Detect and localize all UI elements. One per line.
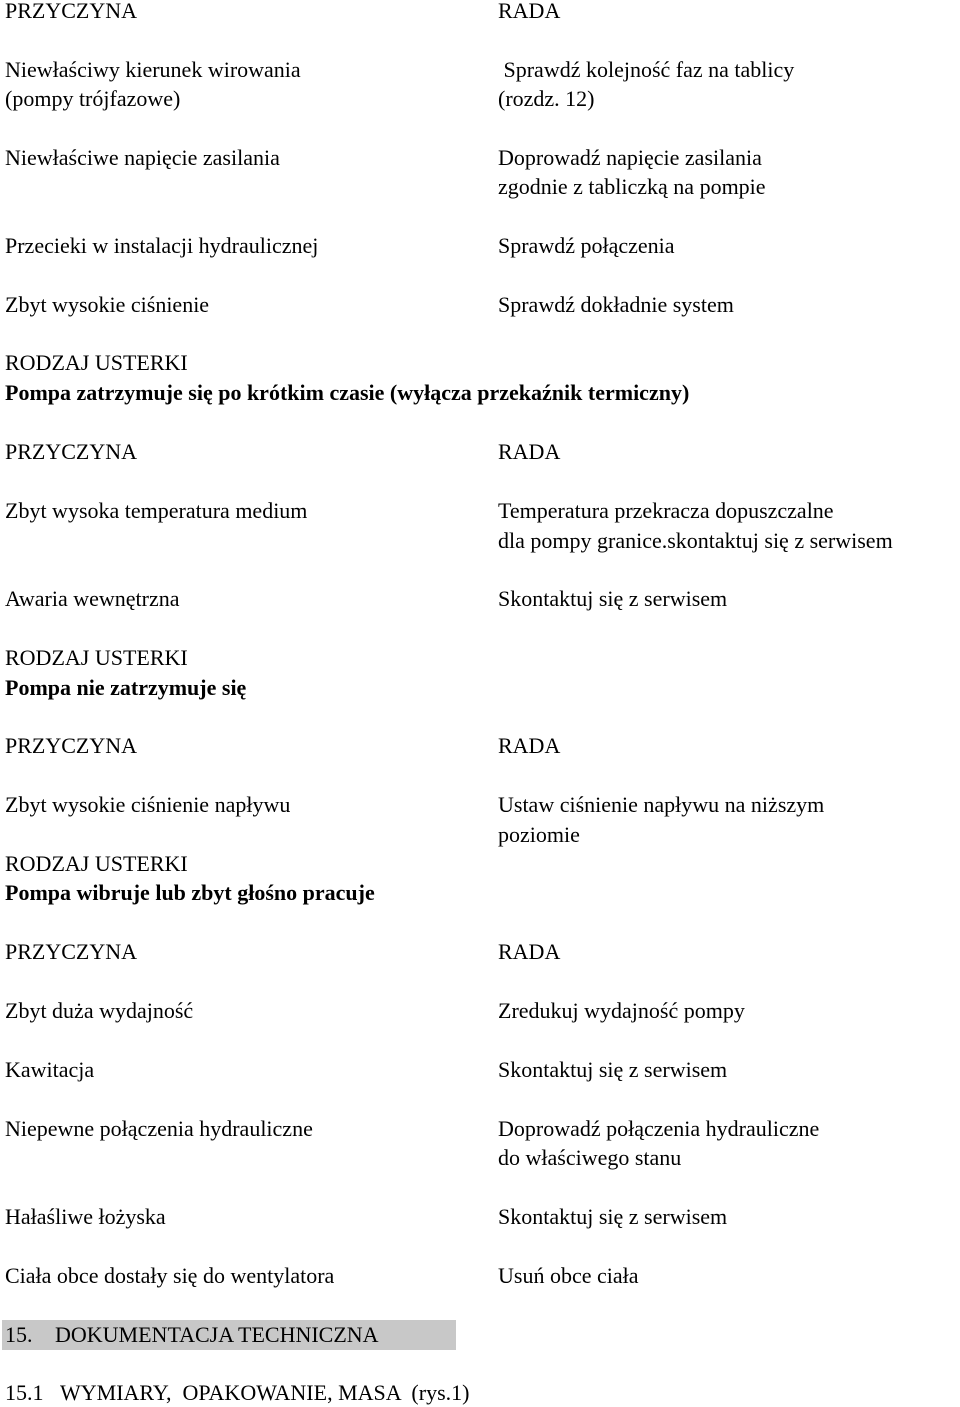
cause-text: Zbyt wysoka temperatura medium [5,498,308,523]
fault-title: Pompa wibruje lub zbyt głośno pracuje [5,880,375,905]
cause-text: Niewłaściwe napięcie zasilania [5,145,280,170]
cause-text: Zbyt wysokie ciśnienie [5,292,210,317]
cause-text: Kawitacja [5,1057,95,1082]
subsection-number: 15.1 [5,1380,44,1405]
cause-text: Awaria wewnętrzna [5,586,180,611]
cause-header: PRZYCZYNA [5,0,138,23]
cause-text: Hałaśliwe łożyska [5,1204,166,1229]
cause-text: (pompy trójfazowe) [5,86,181,111]
advice-text: Sprawdź połączenia [498,233,675,258]
advice-text: Skontaktuj się z serwisem [498,1204,728,1229]
subsection-title: WYMIARY, OPAKOWANIE, MASA (rys.1) [60,1380,470,1405]
cause-text: Niewłaściwy kierunek wirowania [5,57,301,82]
section-title: DOKUMENTACJA TECHNICZNA [55,1322,379,1347]
cause-text: Zbyt duża wydajność [5,998,194,1023]
cause-header: PRZYCZYNA [5,939,138,964]
advice-text: poziomie [498,822,580,847]
cause-text: Ciała obce dostały się do wentylatora [5,1263,335,1288]
cause-header: PRZYCZYNA [5,439,138,464]
advice-header: RADA [498,0,561,23]
advice-text: Ustaw ciśnienie napływu na niższym [498,792,825,817]
cause-header: PRZYCZYNA [5,733,138,758]
advice-header: RADA [498,439,561,464]
cause-text: Zbyt wysokie ciśnienie napływu [5,792,291,817]
advice-text: do właściwego stanu [498,1145,682,1170]
fault-label: RODZAJ USTERKI [5,350,188,375]
advice-text: zgodnie z tabliczką na pompie [498,174,766,199]
advice-text: dla pompy granice.skontaktuj się z serwisem [498,528,893,553]
advice-text: Usuń obce ciała [498,1263,639,1288]
advice-text: Skontaktuj się z serwisem [498,1057,728,1082]
advice-text: Sprawdź kolejność faz na tablicy [498,57,795,82]
advice-text: Doprowadź połączenia hydrauliczne [498,1116,820,1141]
advice-text: Temperatura przekracza dopuszczalne [498,498,834,523]
section-number: 15. [5,1322,33,1347]
cause-text: Przecieki w instalacji hydraulicznej [5,233,319,258]
advice-header: RADA [498,939,561,964]
advice-text: Zredukuj wydajność pompy [498,998,745,1023]
fault-title: Pompa zatrzymuje się po krótkim czasie (wyłącza przekaźnik termiczny) [5,380,690,405]
advice-text: Doprowadź napięcie zasilania [498,145,762,170]
advice-text: Skontaktuj się z serwisem [498,586,728,611]
advice-text: (rozdz. 12) [498,86,595,111]
fault-title: Pompa nie zatrzymuje się [5,675,247,700]
cause-text: Niepewne połączenia hydrauliczne [5,1116,313,1141]
advice-text: Sprawdź dokładnie system [498,292,734,317]
advice-header: RADA [498,733,561,758]
fault-label: RODZAJ USTERKI [5,851,188,876]
fault-label: RODZAJ USTERKI [5,645,188,670]
